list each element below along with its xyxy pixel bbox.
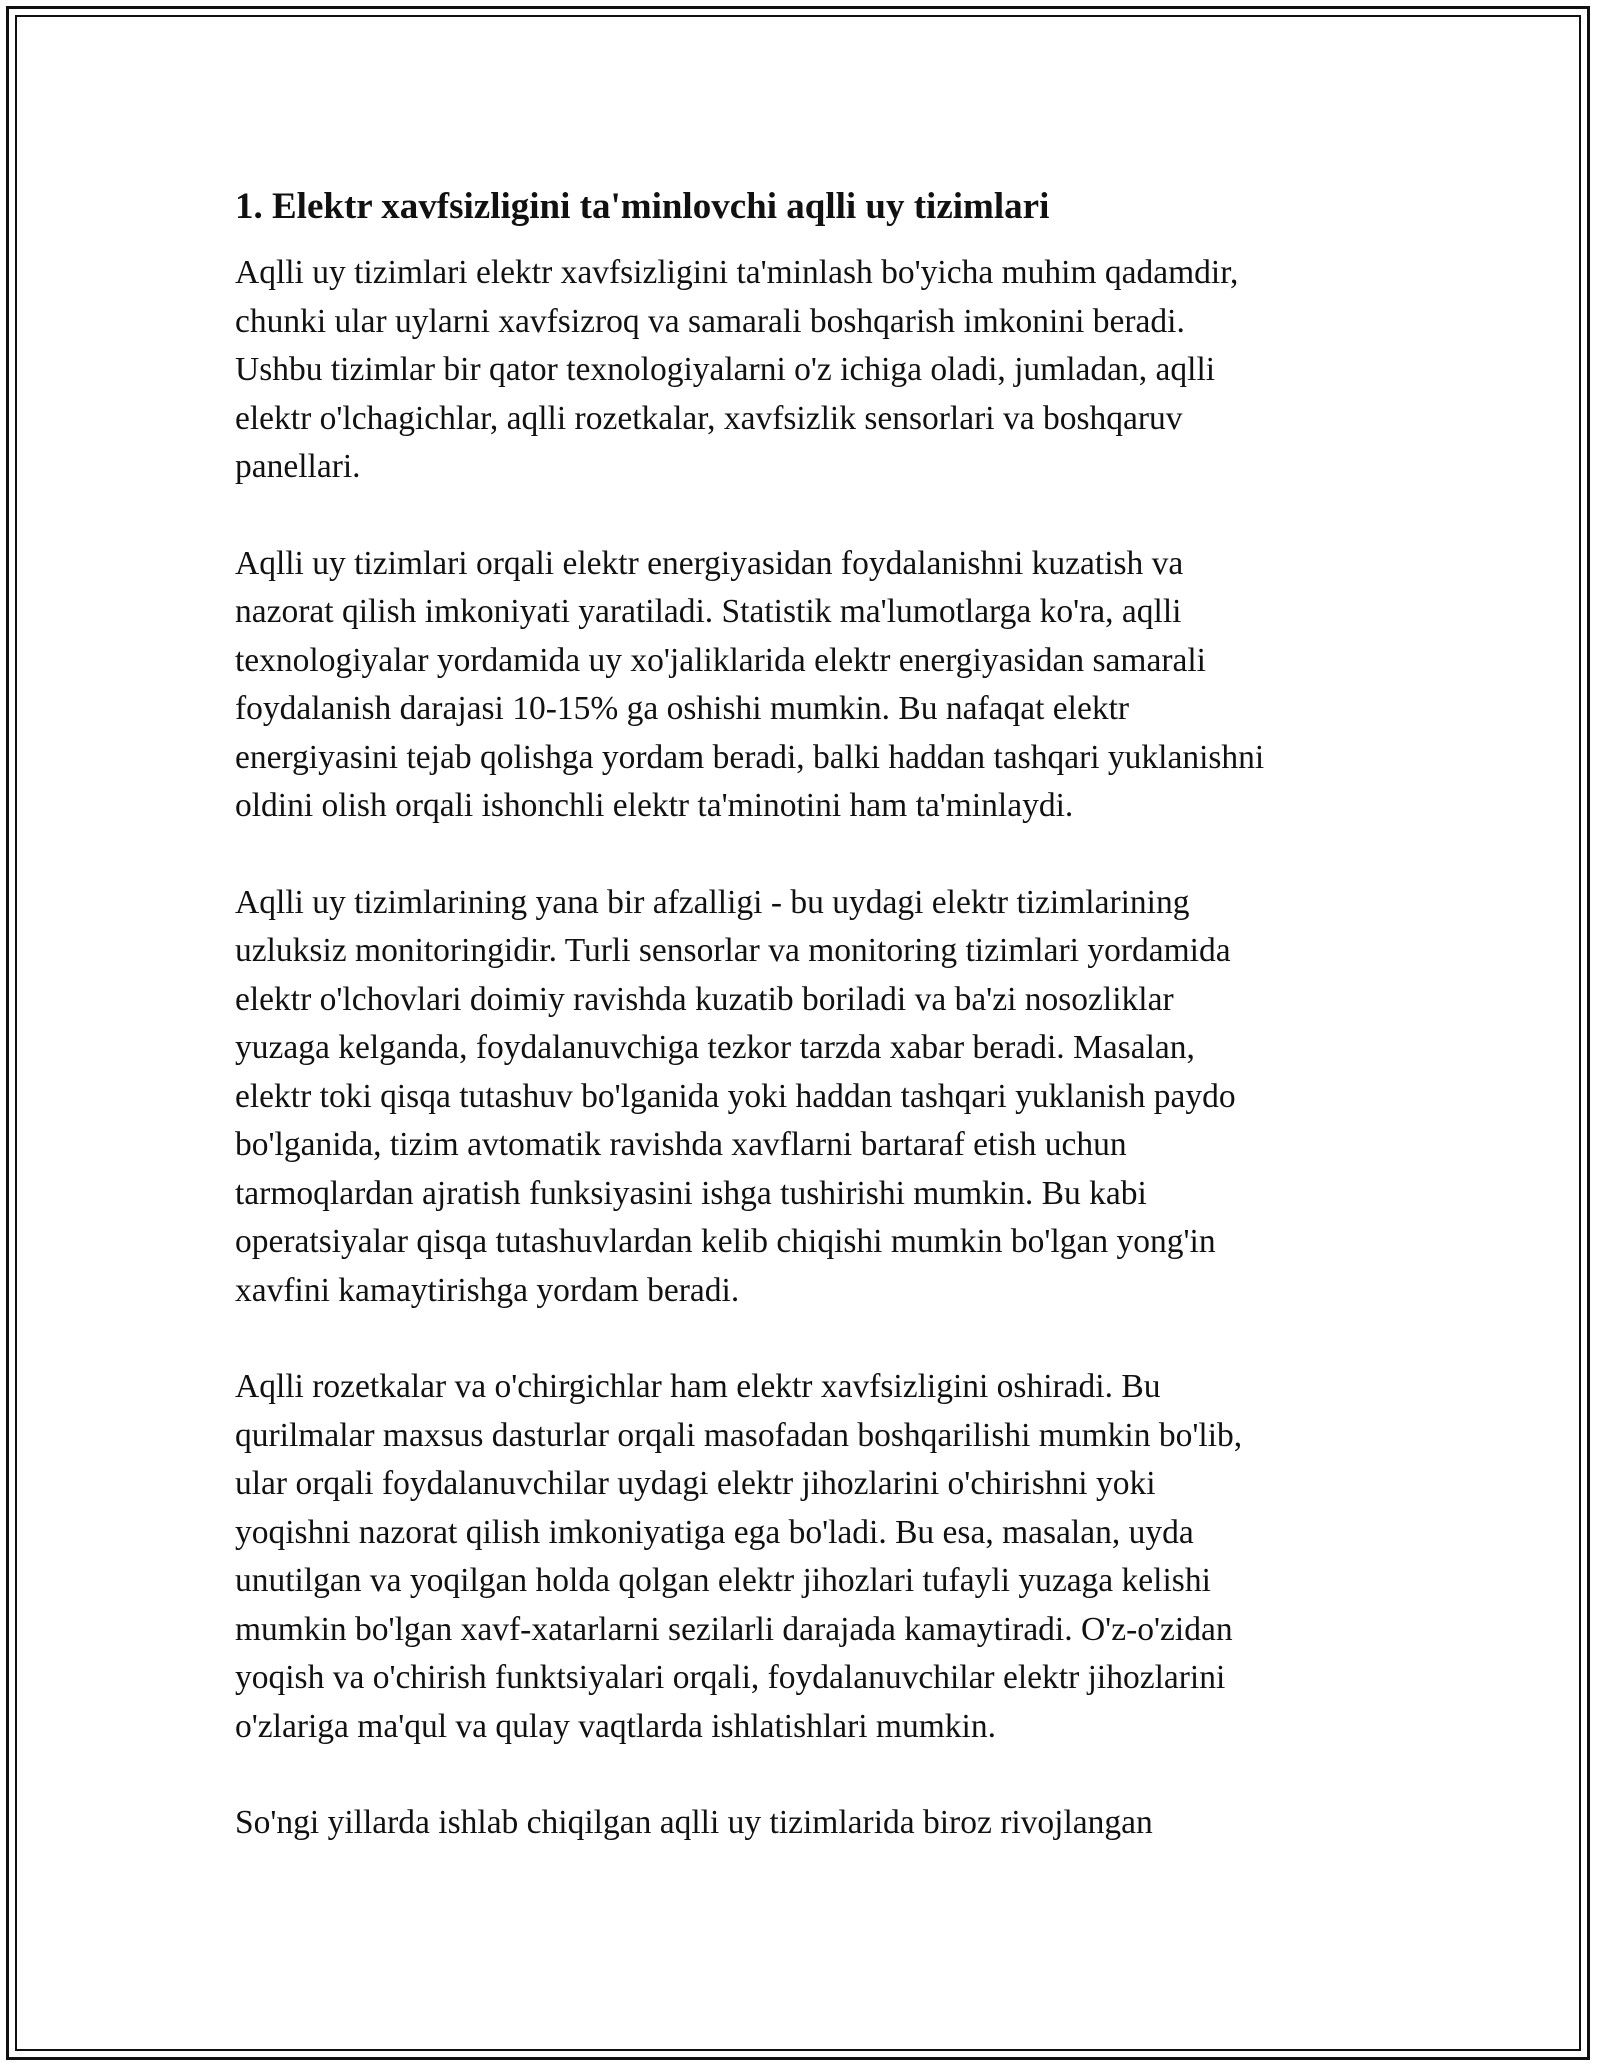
- paragraph-5: [235, 1799, 1385, 1848]
- paragraph-line: qurilmalar maxsus dasturlar orqali masofadan boshqarilishi mumkin bo'lib,: [235, 1416, 1243, 1454]
- paragraph-line: Aqlli uy tizimlarining yana bir afzalligi - bu uydagi elektr tizimlarining: [235, 883, 1190, 921]
- paragraph-4: [235, 1363, 1385, 1751]
- paragraph-line: elektr o'lchagichlar, aqlli rozetkalar, xavfsizlik sensorlari va boshqaruv: [235, 399, 1183, 437]
- paragraph-line: elektr o'lchovlari doimiy ravishda kuzatib boriladi va ba'zi nosozliklar: [235, 980, 1174, 1018]
- paragraph-line: foydalanish darajasi 10-15% ga oshishi mumkin. Bu nafaqat elektr: [235, 690, 1130, 727]
- paragraph-line: o'zlariga ma'qul va qulay vaqtlarda ishlatishlari mumkin.: [235, 1707, 996, 1745]
- paragraph-line: nazorat qilish imkoniyati yaratiladi. Statistik ma'lumotlarga ko'ra, aqlli: [235, 593, 1182, 630]
- paragraph-line: Ushbu tizimlar bir qator texnologiyalarni o'z ichiga oladi, jumladan, aqlli: [235, 351, 1216, 388]
- paragraph-line: xavfini kamaytirishga yordam beradi.: [235, 1271, 740, 1309]
- paragraph-line: chunki ular uylarni xavfsizroq va samarali boshqarish imkonini beradi.: [235, 302, 1185, 340]
- paragraph-line: Aqlli uy tizimlari orqali elektr energiyasidan foydalanishni kuzatish va: [235, 544, 1184, 582]
- paragraph-line: yoqish va o'chirish funktsiyalari orqali, foydalanuvchilar elektr jihozlarini: [235, 1659, 1226, 1696]
- paragraph-line: panellari.: [235, 448, 361, 485]
- paragraph-line: tarmoqlardan ajratish funksiyasini ishga tushirishi mumkin. Bu kabi: [235, 1174, 1147, 1212]
- paragraph-line: mumkin bo'lgan xavf-xatarlarni sezilarli darajada kamaytiradi. O'z-o'zidan: [235, 1610, 1233, 1648]
- paragraph-line: unutilgan va yoqilgan holda qolgan elektr jihozlari tufayli yuzaga kelishi: [235, 1562, 1211, 1599]
- paragraph-line: Aqlli uy tizimlari elektr xavfsizligini ta'minlash bo'yicha muhim qadamdir,: [235, 254, 1239, 291]
- paragraph-line: operatsiyalar qisqa tutashuvlardan kelib chiqishi mumkin bo'lgan yong'in: [235, 1223, 1216, 1260]
- paragraph-line: uzluksiz monitoringidir. Turli sensorlar va monitoring tizimlari yordamida: [235, 932, 1231, 969]
- paragraph-line: Aqlli rozetkalar va o'chirgichlar ham elektr xavfsizligini oshiradi. Bu: [235, 1368, 1161, 1405]
- paragraph-line: elektr toki qisqa tutashuv bo'lganida yoki haddan tashqari yuklanish paydo: [235, 1077, 1236, 1115]
- paragraph-1: [235, 249, 1385, 492]
- paragraph-line: ular orqali foydalanuvchilar uydagi elektr jihozlarini o'chirishni yoki: [235, 1465, 1156, 1502]
- paragraph-3: [235, 879, 1385, 1316]
- paragraph-line: yuzaga kelganda, foydalanuvchiga tezkor tarzda xabar beradi. Masalan,: [235, 1029, 1195, 1066]
- document-body: [235, 185, 1385, 1896]
- paragraph-line: oldini olish orqali ishonchli elektr ta'minotini ham ta'minlaydi.: [235, 787, 1074, 824]
- paragraph-line: So'ngi yillarda ishlab chiqilgan aqlli uy tizimlarida biroz rivojlangan: [235, 1804, 1153, 1841]
- section-heading: 1. Elektr xavfsizligini ta'minlovchi aqlli uy tizimlari: [235, 186, 1050, 227]
- paragraph-line: bo'lganida, tizim avtomatik ravishda xavflarni bartaraf etish uchun: [235, 1126, 1127, 1163]
- paragraph-line: texnologiyalar yordamida uy xo'jaliklarida elektr energiyasidan samarali: [235, 641, 1206, 679]
- paragraph-line: yoqishni nazorat qilish imkoniyatiga ega bo'ladi. Bu esa, masalan, uyda: [235, 1513, 1194, 1551]
- paragraph-line: energiyasini tejab qolishga yordam beradi, balki haddan tashqari yuklanishni: [235, 738, 1265, 776]
- paragraph-2: [235, 540, 1385, 831]
